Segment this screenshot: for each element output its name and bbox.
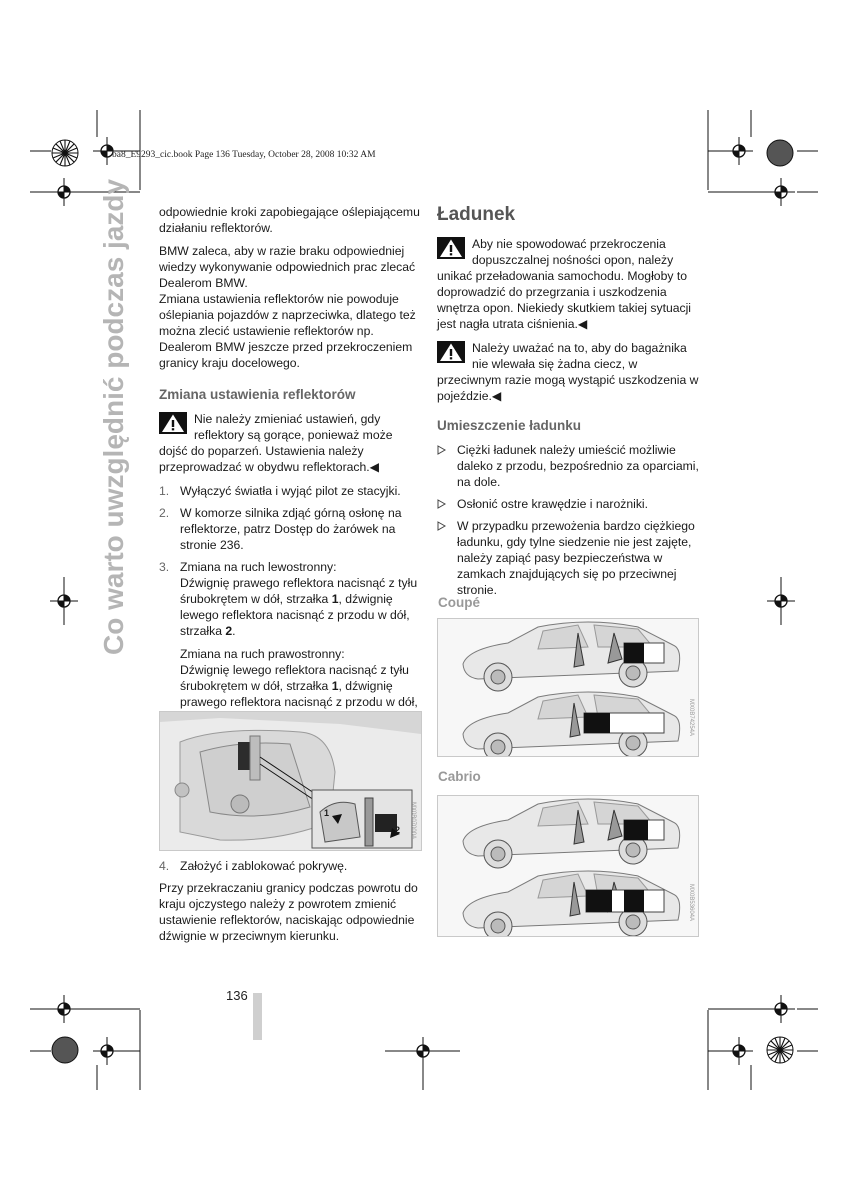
bullet-triangle-icon — [437, 521, 446, 531]
list-item: 1. Wyłączyć światła i wyjąć pilot ze stacyjki. — [159, 484, 401, 498]
intro-paragraph: Zmiana ustawienia reflektorów nie powoduje oślepiania pojazdów z naprzeciwka, dlatego też można zlecić ustawienie reflektorów np. Dealerom BMW jeszcze przed przekroczeniem granicy kraju docelowego. — [159, 292, 416, 370]
coupe-label: Coupé — [438, 595, 480, 610]
list-item: Ciężki ładunek należy umieścić możliwie daleko z przodu, bezpośrednio za oparciami, na dole. — [437, 442, 699, 490]
figure-code: MX0B07000A — [410, 802, 416, 840]
warning-block — [437, 236, 699, 332]
page-number: 136 — [226, 988, 248, 1003]
warning-text: Nie należy zmieniać ustawień, gdy reflektory są gorące, ponieważ może dojść do poparzeń. Ustawienia należy przeprowadzać w obydwu reflektorach.◀ — [159, 412, 393, 474]
chapter-side-title — [94, 178, 134, 655]
left-column — [159, 204, 421, 733]
list-item: 3. Zmiana na ruch lewostronny: Dźwignię prawego reflektora nacisnąć z tyłu śrubokrętem w dół, strzałka 1, dźwignię lewego reflektora nacisnąć z przodu w dół, strzałka 2. — [159, 560, 418, 638]
section-heading: Zmiana ustawienia reflektorów — [159, 387, 356, 402]
warning-text: Aby nie spowodować przekroczenia dopuszczalnej nośności opon, należy unikać przeładowania samochodu. Mogłoby to doprowadzić do przegrzania i uszkodzenia wnętrza opon. Niekiedy skutkiem takiej sytuacji jest nagła utrata ciśnienia.◀ — [437, 237, 692, 331]
bullet-triangle-icon — [437, 445, 446, 455]
warning-icon — [437, 237, 465, 259]
warning-icon — [437, 341, 465, 363]
steps-list — [159, 483, 421, 639]
coupe-loading-figure — [437, 618, 699, 757]
headlight-adjustment-figure — [159, 711, 422, 851]
car-top — [463, 799, 680, 868]
intro-paragraph: odpowiednie kroki zapobiegające oślepiającemu działaniu reflektorów. — [159, 205, 420, 235]
intro-paragraph: BMW zaleca, aby w razie braku odpowiedniej wiedzy wykonywanie odpowiednich prac zlecać Dealerom BMW. — [159, 244, 416, 290]
list-item: W przypadku przewożenia bardzo ciężkiego ładunku, gdy tylne siedzenie nie jest zajęte, należy zapiąć pasy bezpieczeństwa w zamkach znajdujących się po przeciwnej stronie. — [437, 518, 699, 598]
figure-code: MX0B53604A — [688, 884, 694, 922]
figure-code: MX0B74254A — [688, 699, 694, 737]
headlight-illustration — [160, 712, 421, 850]
list-item: 4. Założyć i zablokować pokrywę. — [159, 859, 348, 873]
closing-paragraph: Przy przekraczaniu granicy podczas powrotu do kraju ojczystego należy z powrotem zmienić ustawienie reflektorów, naciskając odpowiednie dźwignie w przeciwnym kierunku. — [159, 881, 418, 943]
warning-block — [159, 411, 421, 475]
warning-icon — [159, 412, 187, 434]
loading-bullets — [437, 442, 699, 598]
subsection-heading: Umieszczenie ładunku — [437, 418, 582, 433]
list-item: 2. W komorze silnika zdjąć górną osłonę na reflektorze, patrz Dostęp do żarówek na stronie 236. — [159, 506, 402, 552]
coupe-illustration — [438, 619, 698, 756]
left-column-bottom — [159, 858, 421, 951]
cabrio-loading-figure — [437, 795, 699, 937]
car-bottom — [463, 692, 680, 756]
header-file-info: ba8_E9293_cic.book Page 136 Tuesday, October 28, 2008 10:32 AM — [112, 150, 376, 160]
section-title: Ładunek — [437, 204, 516, 225]
warning-text: Należy uważać na to, aby do bagażnika nie wlewała się żadna ciecz, w przeciwnym razie mogą wystąpić uszkodzenia w pojeździe.◀ — [437, 341, 699, 403]
bullet-triangle-icon — [437, 499, 446, 509]
car-top — [463, 622, 680, 691]
cabrio-label: Cabrio — [438, 769, 481, 784]
warning-block — [437, 340, 699, 404]
list-item: Osłonić ostre krawędzie i narożniki. — [437, 496, 699, 512]
right-column — [437, 204, 699, 606]
arrow-2-label: 2 — [395, 825, 401, 835]
page-marker-bar — [253, 993, 262, 1040]
chapter-side-title-text: Co warto uwzględnić podczas jazdy — [98, 178, 129, 655]
cabrio-illustration — [438, 796, 698, 936]
step3-right-traffic: Zmiana na ruch prawostronny: Dźwignię lewego reflektora nacisnąć z tyłu śrubokrętem w dół, strzałka 1, dźwignię prawego reflektora nacisnąć z przodu w dół, — [180, 647, 418, 709]
arrow-1-label: 1 — [324, 808, 330, 818]
car-bottom — [463, 871, 680, 936]
